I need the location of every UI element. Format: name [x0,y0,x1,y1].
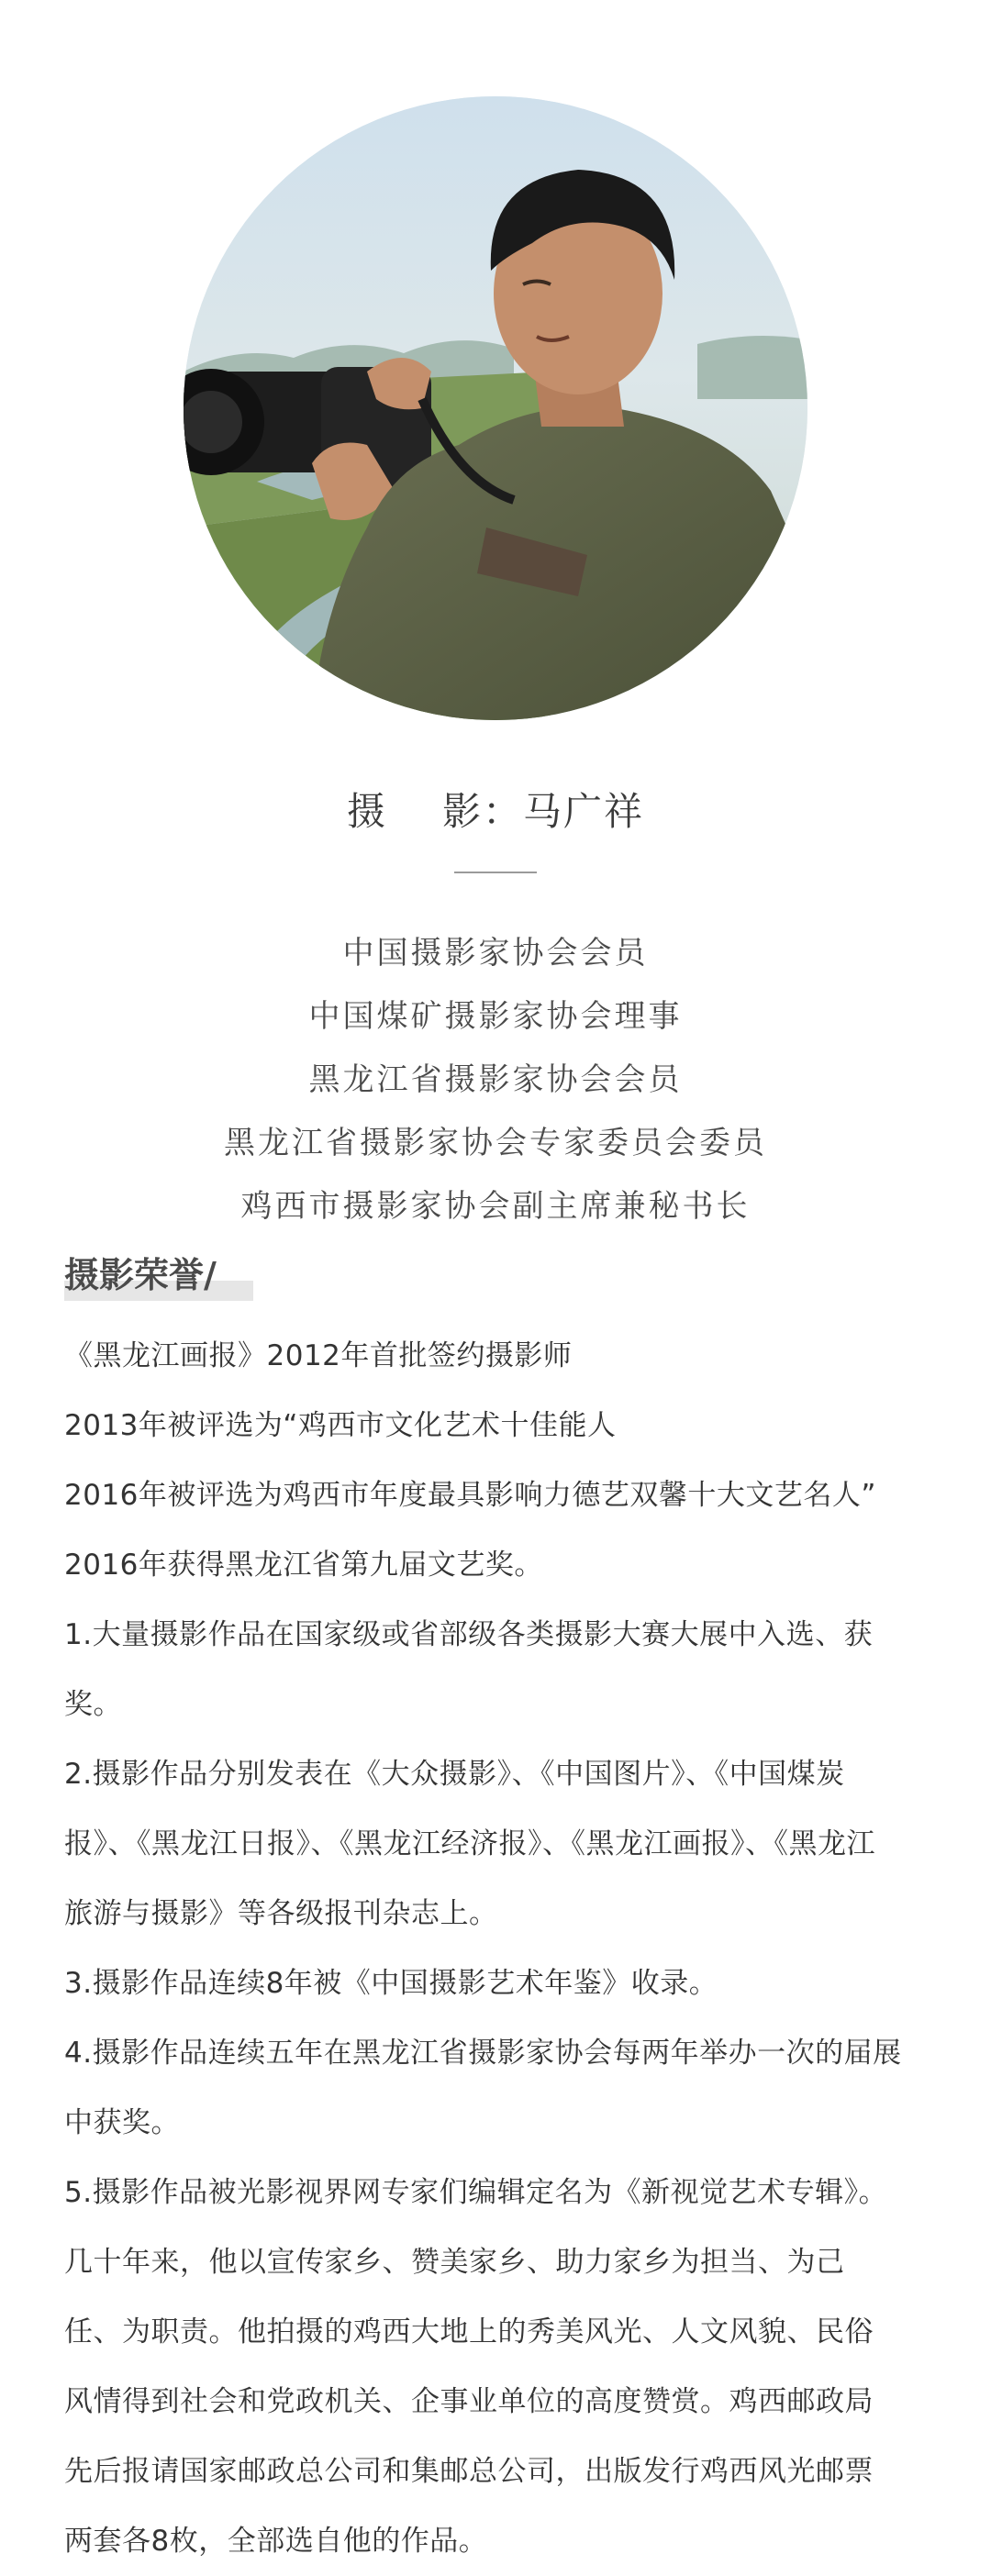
title-divider [454,872,537,873]
photographer-credit [0,784,991,839]
honor-line: 5.摄影作品被光影视界网专家们编辑定名为《新视觉艺术专辑》。 [64,2176,888,2209]
honor-line: 旅游与摄影》等各级报刊杂志上。 [64,1897,498,1930]
honors-heading: 摄影荣誉/ [64,1249,253,1301]
membership-item: 黑龙江省摄影家协会会员 [308,1061,683,1098]
membership-item: 中国摄影家协会会员 [342,935,649,972]
membership-item: 中国煤矿摄影家协会理事 [308,998,683,1035]
honor-line: 《黑龙江画报》2012年首批签约摄影师 [64,1339,573,1372]
honor-line: 报》、《黑龙江日报》、《黑龙江经济报》、《黑龙江画报》、《黑龙江 [64,1827,875,1860]
photographer-portrait [184,96,807,720]
honor-line: 2016年被评选为鸡西市年度最具影响力德艺双馨十大文艺名人” [64,1479,876,1512]
honor-line: 3.摄影作品连续8年被《中国摄影艺术年鉴》收录。 [64,1967,718,2000]
honor-line: 任、为职责。他拍摄的鸡西大地上的秀美风光、人文风貌、民俗 [64,2315,874,2348]
honor-line: 2016年获得黑龙江省第九届文艺奖。 [64,1549,543,1582]
honor-line: 2.摄影作品分别发表在《大众摄影》、《中国图片》、《中国煤炭 [64,1758,845,1791]
honor-line: 2013年被评选为“鸡西市文化艺术十佳能人 [64,1409,617,1442]
honor-line: 4.摄影作品连续五年在黑龙江省摄影家协会每两年举办一次的届展 [64,2037,902,2070]
honor-line: 中获奖。 [64,2106,180,2139]
honor-line: 几十年来，他以宣传家乡、赞美家乡、助力家乡为担当、为己 [64,2246,845,2279]
honor-line: 先后报请国家邮政总公司和集邮总公司，出版发行鸡西风光邮票 [64,2455,874,2488]
honor-line: 1.大量摄影作品在国家级或省部级各类摄影大赛大展中入选、获 [64,1618,874,1651]
honors-list [64,1321,945,2576]
membership-list [0,922,991,1238]
membership-item: 鸡西市摄影家协会副主席兼秘书长 [240,1188,751,1225]
membership-item: 黑龙江省摄影家协会专家委员会委员 [224,1125,767,1161]
portrait-illustration [184,96,807,720]
honor-line: 风情得到社会和党政机关、企事业单位的高度赞赏。鸡西邮政局 [64,2385,874,2418]
honor-line: 奖。 [64,1688,122,1721]
credit-role-char: 摄 [346,789,387,834]
honor-line: 两套各8枚，全部选自他的作品。 [64,2525,488,2558]
credit-name: 影：马广祥 [442,789,645,834]
